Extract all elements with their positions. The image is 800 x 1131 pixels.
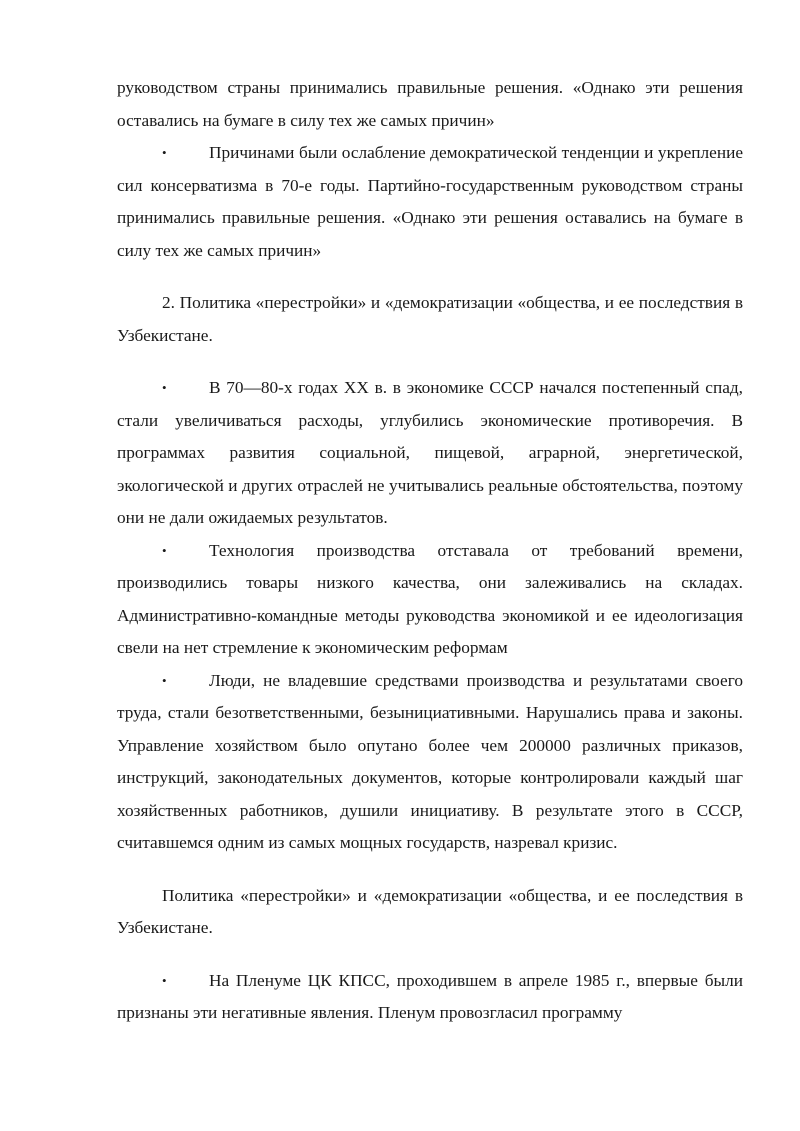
bullet-paragraph: [117, 137, 743, 267]
bullet-text: На Пленуме ЦК КПСС, проходившем в апреле 1985 г., впервые были признаны эти негативные явления. Пленум провозгласил программу: [117, 970, 743, 1022]
bullet-paragraph: [117, 535, 743, 665]
section-heading: 2. Политика «перестройки» и «демократизации «общества, и ее последствия в Узбекистане.: [117, 293, 743, 345]
document-page: [117, 72, 743, 1030]
bullet-icon: •: [162, 672, 167, 688]
bullet-icon: •: [162, 380, 167, 395]
bullet-paragraph: [117, 372, 743, 535]
section-heading: Политика «перестройки» и «демократизации «общества, и ее последствия в Узбекистане.: [117, 885, 743, 937]
bullet-text: Люди, не владевшие средствами производства и результатами своего труда, стали безответственными, безынициативными. Нарушались права и законы. Управление хозяйством было опутано более чем 200000 различных приказов, инструкций, законодательных документов, которые контролировали каждый шаг хозяйственных работников, душили инициативу. В результате этого в СССР, считавшемся одним из самых мощных государств, назревал кризис.: [117, 670, 743, 852]
bullet-text: В 70—80-х годах XX в. в экономике СССР начался постепенный спад, стали увеличиваться расходы, углубились экономические противоречия. В программах развития социальной, пищевой, аграрной, энергетической, экологической и других отраслей не учитывались реальные обстоятельства, поэтому они не дали ожидаемых результатов.: [117, 378, 743, 527]
paragraph-continuation: руководством страны принимались правильные решения. «Однако эти решения оставались на бумаге в силу тех же самых причин»: [117, 78, 743, 130]
bullet-text: Технология производства отставала от требований времени, производились товары низкого качества, они залеживались на складах. Административно-командные методы руководства экономикой и ее идеологизация свели на нет стремление к экономическим реформам: [117, 540, 743, 657]
bullet-paragraph: [117, 665, 743, 860]
bullet-icon: •: [162, 972, 167, 988]
bullet-icon: •: [162, 145, 167, 160]
bullet-text: Причинами были ослабление демократической тенденции и укрепление сил консерватизма в 70-е годы. Партийно-государственным руководством страны принимались правильные решения. «Однако эти решения оставались на бумаге в силу тех же самых причин»: [117, 143, 743, 260]
bullet-icon: •: [162, 542, 167, 558]
bullet-paragraph: [117, 965, 743, 1030]
